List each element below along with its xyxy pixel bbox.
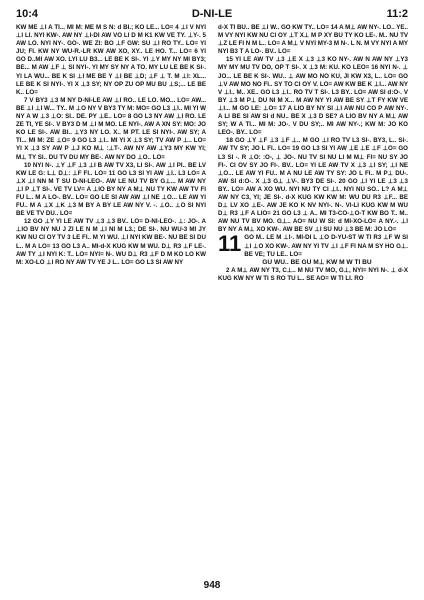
chapter-paragraph: [218, 231, 408, 258]
paragraph: d-X TI BU.. BE ⊥I W.. GO KW TY.. LO= 14 A M⊥ AW NY-. LO.. YE.. M VY NYI KW NU CI OY ⊥T X⊥ M P XY BU TY KO LE-. M.. NU TV ⊥Z LE FI N M L.. LO= A M⊥ V NYI MY-3 M N-. L N. M VY NYI A MY NYI B3 T A LO-. BV.. LO=: [218, 24, 408, 56]
header-book-title: D-NI-LE: [191, 8, 233, 20]
page-number: 948: [203, 580, 221, 591]
paragraph: 15 YI LE AW TV ⊥3 ⊥E X ⊥3 ⊥3 KO NY-. AW N AW NY ⊥Y3 MY MY MU TV DO, OP T SI-. X ⊥3 M: KU. KO LEO= 16 NYI N-. ⊥ JO... LE BE K SI-. WU.. ⊥ AW MO NO KU, JI KW X3, L.. LO= GO ⊥V AW MO NO FI.. SY TO CI OY V. LO= AW KW BE K ⊥I... AW NY V ⊥I.. M.. XE.. GO L3 ⊥I.. RO TV T SI-. L3 BY.. LO= AW SI d:O-. V BY ⊥3 M P⊥ DU NI M X... M AW NY YI AW BE SY ⊥T FY KW VE ⊥I... M GO LE: ⊥O= 17 A LIO BY NY SI ⊥I AW NU CO P AW NY-. A LI BE SI AW SI d NU.. BE X ⊥3 D SE? A LIO BV NY A M⊥ AW SY; W A TI... MI M: JO-. V DU SY;.. MI AW NY-.; KW M: JO KO LEO-. BY.. LO=: [218, 56, 408, 137]
paragraph: 18 GO ⊥Y ⊥F ⊥3 ⊥F ⊥.. M GO ⊥I RO TV L3 SI-. BY3, L.. SI-. AW TV SY; JO L FI.. LO= 19 GO L3 SI YI AW ⊥E ⊥E ⊥F ⊥O= GO L3 SI -. R ⊥O: :O-, ⊥ JO-. NU TV SI NU LI M M⊥ FI= NU SY JO FI-. CI OV SY JO FI-. BV.. LO= YI LE AW TV X ⊥3 ⊥I SY; ⊥I NE ⊥O... LE AW YI FU.. M A NU LE AW TY SY: JO L FI.. M P⊥ DU-. AW SI d:O-. X ⊥3 G⊥ ⊥V-. BY3 DE SI-. 20 GO ⊥I YI LE ⊥3 ⊥3 BY.. LO= AW A XO WU. NYI NU TY CI ⊥I.. NYI NU SO.. L? A M⊥ AW NY C3, YI; JE SI-. d-X KUG KW KW M: WU DU R3 ⊥F... BE D⊥ LV XO ⊥E-. AW JE KO K NV NYI-. N-. VI-LI KUG KW M WU D⊥ R3 ⊥F A LIO= 21 GO L3 ⊥ A.. MI T3-CO-⊥O-T KW BO T.. M.. AW NU TV BV MO. G⊥.. AO= NU W SI: d MI-XO-LO= A NY.-. ⊥I BY NY A M⊥ XO KW-. AW BE SV ⊥I SU NU ⊥3 BE M: JO LO=: [218, 137, 408, 234]
paragraph: 2 A M⊥ AW NY T3, C⊥.. M NU TV MO, G⊥, NYI= NYI N-. ⊥ d-X KUG KW NY W TI S RO TU L.. SE AO= W TI LI. RO: [218, 266, 408, 282]
header-right-ref: 11:2: [386, 8, 408, 20]
text-columns: [16, 24, 408, 576]
paragraph: 10 NYI N-. ⊥Y ⊥F ⊥3 ⊥I B AW TV X3, LI SI-. AW ⊥I PI.. BE LV KW LE G: L⊥ D⊥: ⊥F FI.. LO= 11 GO L3 SI YI AW ⊥I.. L3 LO= A ⊥X ⊥I NN M T SU D-NI-LEO-. AW LE NU TV BY G⊥... M AW NY ⊥I P ⊥T SI-. VE TV LV= A ⊥IO BY NY A M⊥ NU TY KW AW TV FI FU L.. M A LO-. BV.. LO= GO LE SI AW AW ⊥I NE ⊥O... LE AW YI FU.. M A ⊥X ⊥K ⊥3 M BY A BY LE AW NY V. -. ⊥O.. ⊥O SI NYI BE VE TV DU.. LO=: [16, 161, 206, 218]
paragraph: 7 V BY3 ⊥3 M NY D-NI-LE AW ⊥I RO.. LE LO. MO... LO= AW... BE ⊥I ⊥I W... TY.. M ⊥O NY V BY3 TY M: MO= GO L3 ⊥I.. MI YI W NY A W ⊥3 ⊥O: SI.. DE. PY ⊥E.. LO= 8 GO L3 NY AW ⊥I RO. LE ZE TI, YE SI-. V BY3 D M ⊥I M MO. LE NYI-. AW A XN SY: MO: JO KO LE SI-. AW BI.. ⊥Y3 NY LO. X.. M PT. LE SI NYI-. AW SY; A TI... MI M: ZE ⊥O= 9 GO L3 ⊥I.. MI YI X ⊥3 SY; TV AW P ⊥.. LO= YI X ⊥3 SY AW P ⊥J KO M⊥ :⊥T-. AW NY AW ⊥Y3 MY KW YI; M⊥ TY SI.. DU TV DU MY BE-. AW NY DO ⊥O.. LO=: [16, 96, 206, 161]
left-column: [16, 24, 206, 576]
page-header: [16, 8, 408, 24]
header-left-ref: 10:4: [16, 8, 39, 20]
chapter-text: GO M.. LE M ⊥I-. MI-DI L ⊥O D-YU-ST W TI R3 ⊥F W SI ⊥I ⊥O XO KW-. AW NY YI TV ⊥I ⊥F FI NA M SY HO G⊥. BE VE; TU LE.. LO=: [244, 234, 408, 258]
paragraph: 12 GO ⊥Y YI LE AW TV ⊥3 ⊥3 BV.. LO= D-NI-LEO-. ⊥: JO-. A ⊥IO BV NY NU J ZI LE N M ⊥I NI M L3.; DE SI-. NU WU-3 MI JY KW NU CI OY TV 3 LE FI.. M YI WU. ⊥I NYI KW BE-. NU BE SI DU L.. M A LO= 13 GO L3 A.. MI-d-X KUG KW M WU. D⊥ R3 ⊥F LE-. AW TY ⊥I NYI K: T.. LO= NYI= N-. WU D⊥ R3 ⊥F D M KO LO KW M: XO-LO ⊥I RO NY AW TV YE J L.. LO= GO L3 SI AW NY: [16, 218, 206, 266]
section-heading: GU WU.. BE GU M⊥ KW M W TI BU: [262, 258, 372, 266]
paragraph: KW ME ⊥I A TI... MI M: ME M S N: d BI.; KO LE... LO= 4 ⊥I V NYI ⊥I LI. NYI KW-. AW NY ⊥I-DI AW VO LI D M K1 KW VE TY. ⊥Y-. 5 AW LO. NYI NY-. GO-. WE ZI: BO ⊥F GW: SU ⊥I RO TY.. LO= YI JU; FI. KW NY WU-R.-LR KW AW XO, XY.. LE HO. T... LO= 6 YI GO D..MI AW XO. LYI LU B3... LE BE K SI-. YI ⊥Y MY NY MI BY3; BE... M AW ⊥F ⊥ SI NYI-. YI MY SY NY A TO. MY LU LE BE K SI-. YI LA WU... BE K SI ⊥I ME BE Y ⊥I BE ⊥D; ⊥F ⊥ T. M ⊥I: XL... LE BE K SI NYI-. YI X ⊥3 SY; NY OP ZU OP MU BU ⊥S;... LE BE K.. LO=: [16, 24, 206, 96]
chapter-number: 11: [218, 231, 242, 257]
right-column: [218, 24, 408, 576]
